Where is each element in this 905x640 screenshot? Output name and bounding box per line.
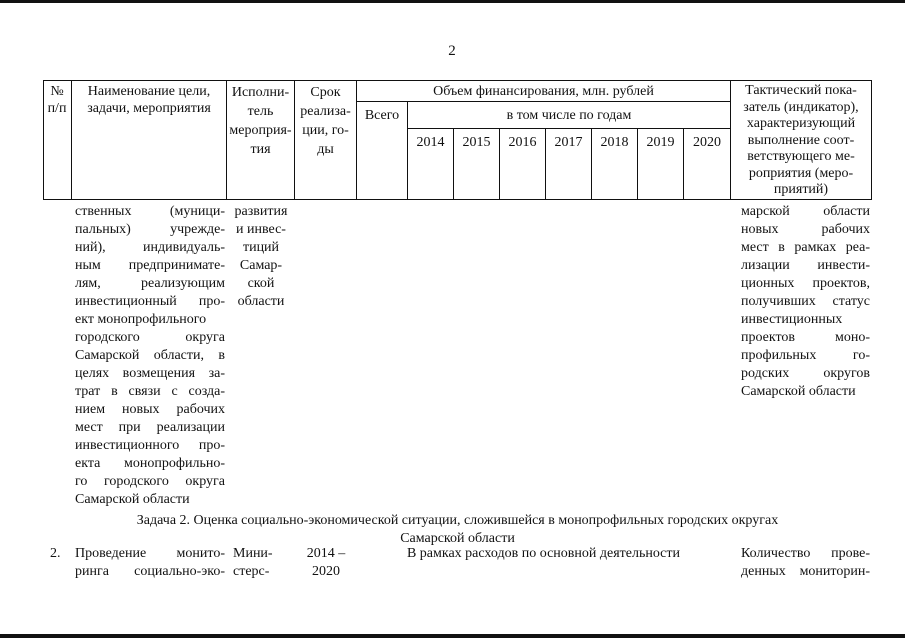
header-executor: Исполни- тель мероприя- тия xyxy=(229,85,292,157)
header-funding-title: Объем финансирования, млн. рублей xyxy=(433,84,654,99)
row2-name: Проведение монито- ринга социально-эко- xyxy=(75,546,225,579)
header-year: 2015 xyxy=(462,135,491,150)
header-name: Наименование цели, задачи, мероприятия xyxy=(87,84,211,116)
page-top-edge xyxy=(0,0,905,3)
task2-heading: Задача 2. Оценка социально-экономической ситуации, сложившейся в монопрофильных городских округах Самарской области xyxy=(136,513,779,546)
header-funding-divider xyxy=(356,101,730,102)
row2-executor: Мини- стерс- xyxy=(233,546,273,579)
header-year: 2018 xyxy=(600,135,629,150)
header-years-divider xyxy=(407,128,730,129)
continued-row-executor: развития и инвес- тиций Самар- ской области xyxy=(234,204,288,309)
continued-row-name: ственных (муници- пальных) учрежде- ний), индивидуаль- ным предпринимате- лям, реализующим инвестиционный про- ект монопрофильного городского округа Самарской области, в целях возмещения за- трат в связи с созда- нием новых рабочих мест при реализации инвестиционного про- екта монопрофильно- го городского округа Самарской области xyxy=(75,204,225,507)
header-term: Срок реализа- ции, го- ды xyxy=(300,85,351,157)
row2-term: 2014 – 2020 xyxy=(306,546,346,579)
page-bottom-edge xyxy=(0,634,905,638)
header-num: № п/п xyxy=(47,84,67,116)
continued-row-indicator: марской области новых рабочих мест в рамках реа- лизации инвести- ционных проектов, получивших статус инвестиционных проектов моно- профильных го- родских округов Самарской области xyxy=(741,204,870,399)
header-total: Всего xyxy=(364,108,400,123)
row2-funding: В рамках расходов по основной деятельности xyxy=(406,546,681,561)
page-number: 2 xyxy=(448,43,456,59)
header-year: 2014 xyxy=(416,135,445,150)
table-header xyxy=(43,80,872,200)
header-top-border xyxy=(43,80,872,81)
header-indicator: Тактический пока- затель (индикатор), характеризующий выполнение соот- ветствующего ме- роприятия (меро- приятий) xyxy=(743,83,859,197)
header-year: 2017 xyxy=(554,135,583,150)
header-year: 2019 xyxy=(646,135,675,150)
header-by-years: в том числе по годам xyxy=(506,108,632,123)
header-bottom-border xyxy=(43,199,872,200)
row2-number: 2. xyxy=(50,546,61,561)
header-year: 2016 xyxy=(508,135,537,150)
header-col-line xyxy=(871,80,872,200)
header-year: 2020 xyxy=(693,135,721,150)
row2-indicator: Количество прове- денных мониторин- xyxy=(741,546,870,579)
